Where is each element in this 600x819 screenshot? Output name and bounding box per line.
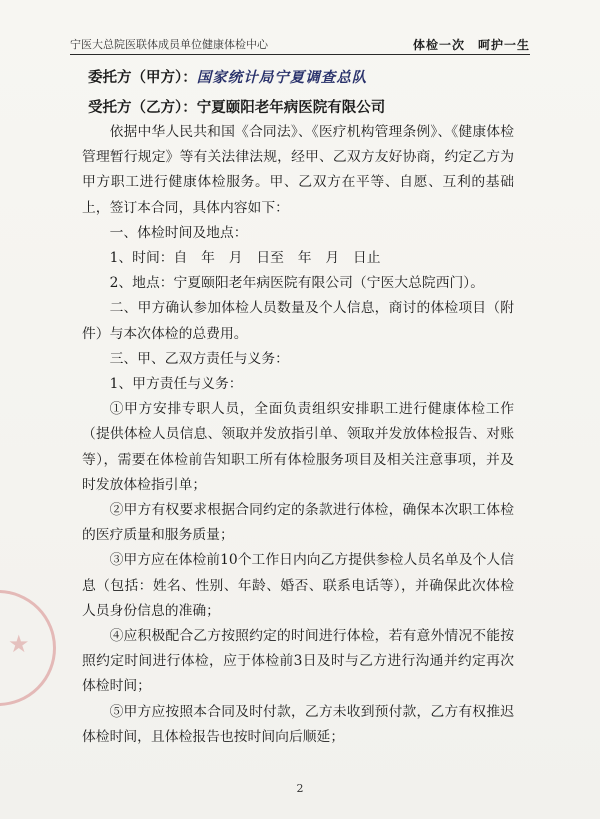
clause-item: ③甲方应在体检前10个工作日内向乙方提供参检人员名单及个人信息（包括：姓名、性别、年龄、婚否、联系电话等），并确保此次体检人员身份信息的准确； [82, 552, 514, 619]
party-a-handwritten-name: 国家统计局宁夏调查总队 [196, 69, 368, 86]
page-header [70, 34, 530, 55]
page-number: 2 [296, 782, 304, 795]
clause-item: 1、时间：自 年 月 日至 年 月 日止 [109, 250, 381, 267]
clause-item: ②甲方有权要求根据合同约定的条款进行体检，确保本次职工体检的医疗质量和服务质量； [82, 502, 514, 544]
clause-item: 2、地点：宁夏颐阳老年病医院有限公司（宁医大总院西门）。 [109, 275, 484, 292]
clause-item: ①甲方安排专职人员，全面负责组织安排职工进行健康体检工作（提供体检人员信息、领取并发放指引单、领取并发放体检报告、对账等），需要在体检前告知职工所有体检服务项目及相关注意事项，并及时发放体检指引单； [82, 401, 514, 493]
intro-paragraph: 依据中华人民共和国《合同法》、《医疗机构管理条例》、《健康体检管理暂行规定》等有关法律法规，经甲、乙双方友好协商，约定乙方为甲方职工进行健康体检服务。甲、乙双方在平等、自愿、互利的基础上，签订本合同，具体内容如下： [82, 124, 514, 216]
party-b-line [88, 96, 385, 117]
party-b-name: 宁夏颐阳老年病医院有限公司 [196, 100, 386, 116]
party-b-label: 受托方（乙方）： [88, 100, 197, 116]
party-a-label: 委托方（甲方）： [88, 70, 197, 86]
section-heading: 一、体检时间及地点： [109, 224, 248, 241]
clause-item: ④应积极配合乙方按照约定的时间进行体检，若有意外情况不能按照约定时间进行体检，应于体检前3日及时与乙方进行沟通并约定再次体检时间； [82, 628, 514, 695]
seal-star-icon: ★ [8, 630, 30, 658]
header-org: 宁医大总院医联体成员单位健康体检中心 [70, 38, 268, 51]
section-heading: 三、甲、乙双方责任与义务： [109, 350, 289, 367]
clause-item: ⑤甲方应按照本合同及时付款，乙方未收到预付款，乙方有权推迟体检时间，且体检报告也按时间向后顺延； [82, 703, 514, 745]
sub-heading: 1、甲方责任与义务： [109, 376, 243, 393]
section-heading: 二、甲方确认参加体检人员数量及个人信息，商讨的体检项目（附件）与本次体检的总费用。 [82, 300, 514, 342]
party-a-line [88, 66, 367, 87]
header-slogan: 体检一次 呵护一生 [412, 37, 530, 52]
contract-body [82, 120, 514, 750]
